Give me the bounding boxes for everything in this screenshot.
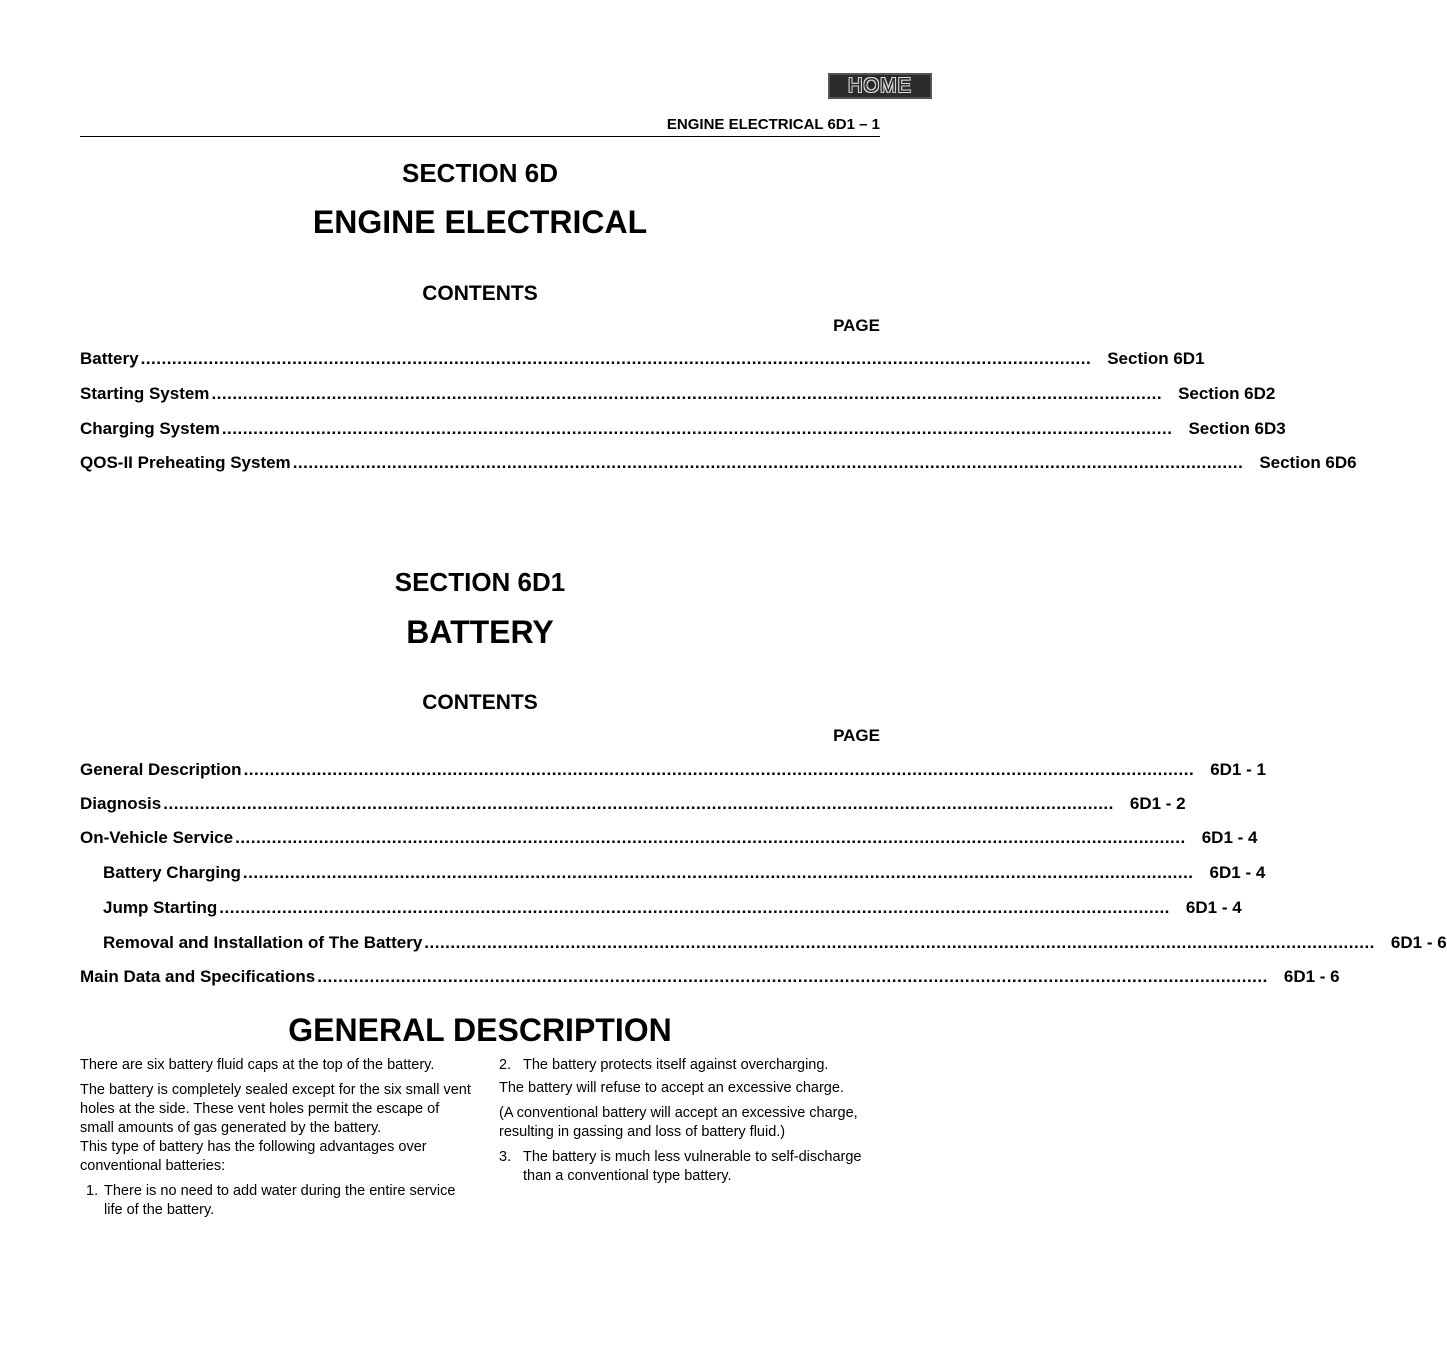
leader-dots: ......................................................................................................................................................................................	[243, 760, 1195, 779]
home-button-label: HOME	[848, 74, 912, 97]
home-button[interactable]	[828, 73, 932, 99]
toc-entry-page: 6D1 - 1	[1210, 760, 1266, 779]
list-item-2	[499, 1056, 874, 1075]
toc-entry-main-data[interactable]	[80, 967, 1340, 987]
toc-entry-page: 6D1 - 6	[1390, 933, 1447, 952]
list-number: 1.	[86, 1183, 99, 1199]
paragraph-sealed: The battery is completely sealed except for the six small vent holes at the side. These vent holes permit the escape of small amounts of gas generated by the battery.	[80, 1082, 471, 1136]
list-number: 3.	[499, 1149, 512, 1165]
general-description-title: GENERAL DESCRIPTION	[288, 1012, 672, 1048]
leader-dots: ......................................................................................................................................................................................	[221, 419, 1173, 438]
toc-entry-label: Battery	[80, 349, 139, 368]
list-subparagraph: (A conventional battery will accept an excessive charge, resulting in gassing and loss of battery fluid.)	[499, 1105, 858, 1140]
section-6d1-title: SECTION 6D1	[394, 567, 566, 597]
list-text: The battery protects itself against overcharging.	[523, 1057, 829, 1073]
toc-entry-label: QOS-II Preheating System	[80, 453, 291, 472]
toc-entry-label: Battery Charging	[103, 863, 241, 882]
leader-dots: ......................................................................................................................................................................................	[292, 453, 1244, 472]
list-subparagraph: The battery will refuse to accept an excessive charge.	[499, 1080, 844, 1096]
section-6d-title: SECTION 6D	[401, 158, 559, 188]
battery-title: BATTERY	[406, 614, 554, 650]
toc-entry-starting-system[interactable]	[80, 384, 1276, 404]
paragraph-advantages: This type of battery has the following advantages over conventional batteries:	[80, 1139, 427, 1174]
leader-dots: ......................................................................................................................................................................................	[235, 828, 1186, 847]
contents-heading-2: CONTENTS	[422, 691, 538, 714]
toc-entry-label: General Description	[80, 760, 242, 779]
toc-entry-page: 6D1 - 4	[1209, 863, 1266, 882]
left-column	[80, 1056, 475, 1224]
leader-dots: ......................................................................................................................................................................................	[219, 898, 1170, 917]
toc-entry-label: On-Vehicle Service	[80, 828, 234, 847]
list-item-3	[499, 1148, 874, 1186]
toc-entry-page: 6D1 - 4	[1201, 828, 1258, 847]
toc-entry-battery[interactable]	[80, 349, 1205, 369]
leader-dots: ......................................................................................................................................................................................	[140, 349, 1092, 368]
toc-entry-charging-system[interactable]	[80, 419, 1286, 439]
toc-entry-label: Charging System	[80, 419, 220, 438]
toc-entry-page: Section 6D1	[1107, 349, 1205, 368]
toc-entry-battery-charging[interactable]	[103, 863, 1266, 883]
toc-entry-on-vehicle-service[interactable]	[80, 828, 1258, 848]
leader-dots: ......................................................................................................................................................................................	[424, 933, 1375, 952]
leader-dots: ......................................................................................................................................................................................	[242, 863, 1194, 882]
page-column-label: PAGE	[833, 316, 880, 335]
contents-heading: CONTENTS	[422, 282, 538, 305]
toc-entry-page: Section 6D3	[1188, 419, 1286, 438]
paragraph-fluid-caps: There are six battery fluid caps at the top of the battery.	[80, 1057, 435, 1073]
list-number: 2.	[499, 1057, 512, 1073]
toc-entry-page: 6D1 - 2	[1129, 794, 1186, 813]
right-column	[499, 1056, 874, 1190]
engine-electrical-title: ENGINE ELECTRICAL	[312, 204, 648, 240]
header-divider	[80, 136, 880, 137]
toc-entry-label: Main Data and Specifications	[80, 967, 316, 986]
toc-entry-jump-starting[interactable]	[103, 898, 1242, 918]
page-column-label-2: PAGE	[833, 726, 880, 745]
list-item-1	[80, 1182, 475, 1220]
toc-entry-label: Diagnosis	[80, 794, 162, 813]
list-text: There is no need to add water during the entire service life of the battery.	[104, 1183, 456, 1218]
toc-entry-page: Section 6D2	[1178, 384, 1276, 403]
toc-entry-label: Jump Starting	[103, 898, 218, 917]
toc-entry-label: Removal and Installation of The Battery	[103, 933, 423, 952]
toc-entry-qos-preheating[interactable]	[80, 453, 1357, 473]
toc-entry-page: 6D1 - 6	[1283, 967, 1340, 986]
toc-entry-page: 6D1 - 4	[1185, 898, 1242, 917]
leader-dots: ......................................................................................................................................................................................	[163, 794, 1114, 813]
leader-dots: ......................................................................................................................................................................................	[317, 967, 1268, 986]
leader-dots: ......................................................................................................................................................................................	[211, 384, 1163, 403]
running-head: ENGINE ELECTRICAL 6D1 – 1	[666, 116, 880, 133]
toc-entry-general-description[interactable]	[80, 760, 1266, 780]
list-text: The battery is much less vulnerable to self-discharge than a conventional type battery.	[523, 1149, 862, 1184]
toc-entry-label: Starting System	[80, 384, 210, 403]
toc-entry-diagnosis[interactable]	[80, 794, 1186, 814]
toc-entry-page: Section 6D6	[1259, 453, 1357, 472]
toc-entry-removal-installation[interactable]	[103, 933, 1447, 953]
